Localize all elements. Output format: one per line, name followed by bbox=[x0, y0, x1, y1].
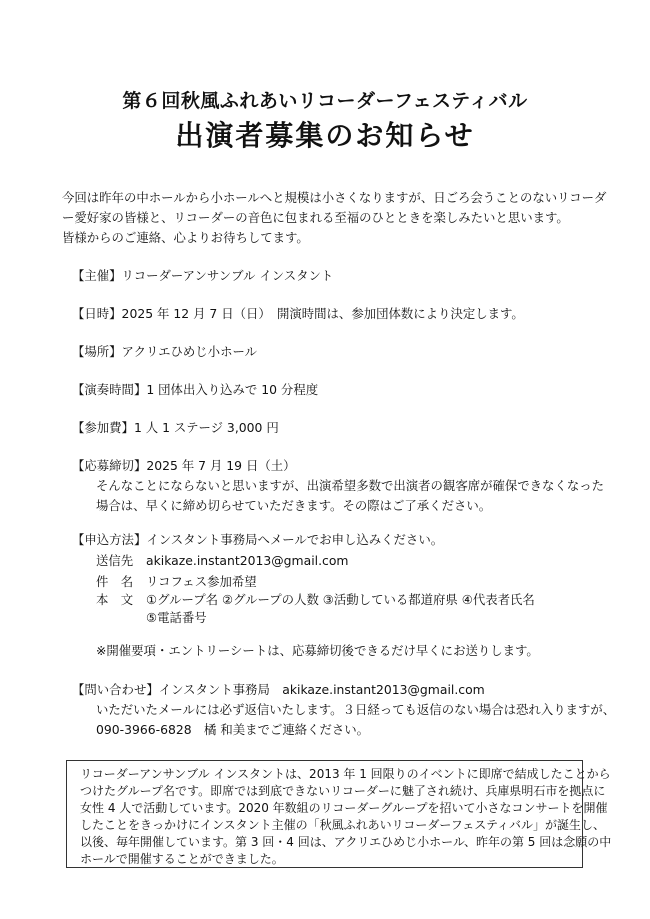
about-line: つけたグループ名です。即席では到底できないリコーダーに魅了され続け、兵庫県明石市を拠点に bbox=[80, 784, 606, 798]
performance-time-line: 【演奏時間】1 団体出入り込みで 10 分程度 bbox=[72, 382, 319, 397]
about-box bbox=[66, 760, 612, 868]
body-label: 本 文 bbox=[96, 592, 134, 607]
about-line: ホールで開催することができました。 bbox=[80, 852, 284, 866]
about-line: 以後、毎年開催しています。第 3 回・4 回は、アクリエひめじ小ホール、昨年の第 5 回は念願の中 bbox=[80, 835, 612, 849]
about-line: リコーダーアンサンブル インスタントは、2013 年 1 回限りのイベントに即席で結成したことから bbox=[80, 767, 611, 781]
deadline-note-line: 場合は、早くに締め切らせていただきます。その際はご了承ください。 bbox=[96, 498, 492, 513]
body-value: ⑤電話番号 bbox=[146, 610, 207, 625]
contact-line: いただいたメールには必ず返信いたします。３日経っても返信のない場合は恐れ入りますが、 bbox=[96, 702, 616, 717]
application-note: ※開催要項・エントリーシートは、応募締切後できるだけ早くにお送りします。 bbox=[96, 643, 539, 658]
about-line: したことをきっかけにインスタント主催の「秋風ふれあいリコーダーフェスティバル」が誕生し、 bbox=[80, 818, 606, 832]
application-heading: 【申込方法】インスタント事務局へメールでお申し込みください。 bbox=[72, 532, 444, 547]
contact-heading: 【問い合わせ】インスタント事務局 akikaze.instant2013@gmail.com bbox=[72, 682, 485, 697]
fee-line: 【参加費】1 人 1 ステージ 3,000 円 bbox=[72, 420, 279, 435]
subject-value: リコフェス参加希望 bbox=[146, 574, 257, 589]
deadline-note-line: そんなことにならないと思いますが、出演希望多数で出演者の観客席が確保できなくなった bbox=[96, 478, 605, 493]
intro-line: ー愛好家の皆様と、リコーダーの音色に包まれる至福のひとときを楽しみたいと思います。 bbox=[62, 210, 569, 225]
deadline-heading: 【応募締切】2025 年 7 月 19 日（土） bbox=[72, 458, 296, 473]
intro-line: 皆様からのご連絡、心よりお待ちしてます。 bbox=[62, 230, 309, 245]
venue-line: 【場所】アクリエひめじ小ホール bbox=[72, 344, 257, 359]
page-title: 出演者募集のお知らせ bbox=[175, 119, 475, 152]
intro-line: 今回は昨年の中ホールから小ホールへと規模は小さくなりますが、日ごろ会うことのないリコーダ bbox=[62, 190, 607, 205]
body-value: ①グループ名 ②グループの人数 ③活動している都道府県 ④代表者氏名 bbox=[146, 592, 535, 607]
email-address[interactable]: akikaze.instant2013@gmail.com bbox=[146, 553, 349, 568]
to-label: 送信先 bbox=[96, 553, 134, 568]
date-line: 【日時】2025 年 12 月 7 日（日） 開演時間は、参加団体数により決定します。 bbox=[72, 306, 524, 321]
about-line: 女性 4 人で活動しています。2020 年数組のリコーダーグループを招いて小さなコンサートを開催 bbox=[80, 801, 608, 815]
festival-subtitle: 第６回秋風ふれあいリコーダーフェスティバル bbox=[122, 90, 528, 112]
organizer-line: 【主催】リコーダーアンサンブル インスタント bbox=[72, 268, 334, 283]
subject-label: 件 名 bbox=[96, 574, 134, 589]
contact-line: 090-3966-6828 橘 和美までご連絡ください。 bbox=[96, 722, 370, 737]
